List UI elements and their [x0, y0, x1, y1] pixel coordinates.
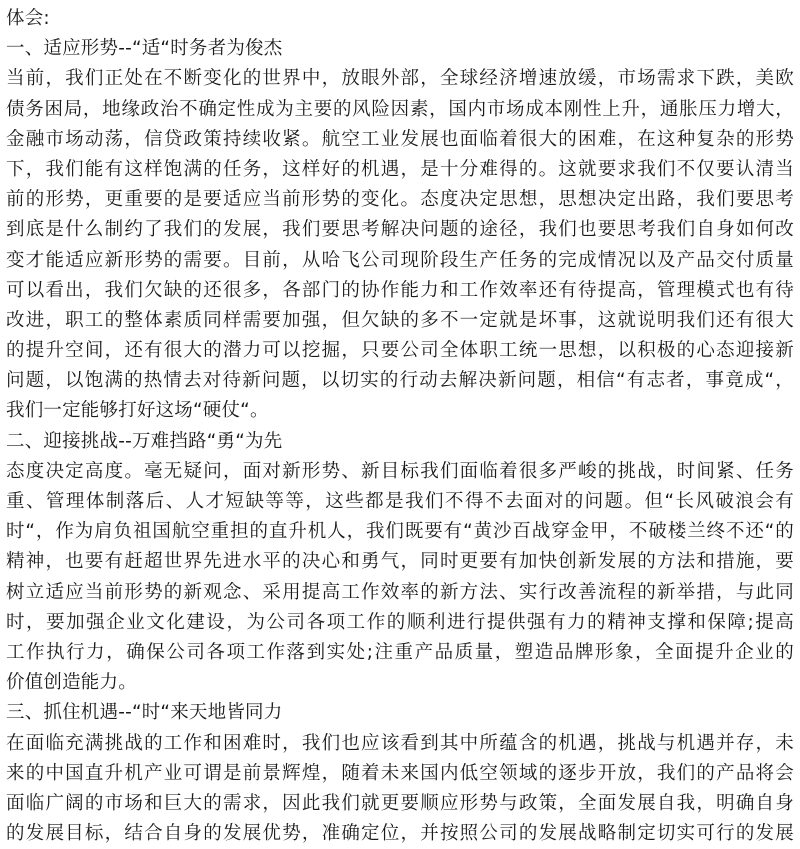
text-line: 二、迎接挑战--万难挡路“勇“为先 — [6, 430, 283, 452]
text-line: 时“，作为肩负祖国航空重担的直升机人，我们既要有“黄沙百战穿金甲，不破楼兰终不还“的 — [6, 521, 794, 543]
text-line: 下，我们能有这样饱满的任务，这样好的机遇，是十分难得的。这就要求我们不仅要认清当 — [6, 158, 794, 180]
text-line: 体会: — [6, 8, 50, 29]
text-line: 的发展目标，结合自身的发展优势，准确定位，并按照公司的发展战略制定切实可行的发展 — [6, 823, 794, 845]
text-line: 当前，我们正处在不断变化的世界中，放眼外部，全球经济增速放缓，市场需求下跌，美欧 — [6, 68, 794, 90]
text-line: 变才能适应新形势的需要。目前，从哈飞公司现阶段生产任务的完成情况以及产品交付质量 — [6, 249, 794, 271]
text-line: 到底是什么制约了我们的发展，我们要思考解决问题的途径，我们也要思考我们自身如何改 — [6, 219, 794, 241]
text-line: 的提升空间，还有很大的潜力可以挖掘，只要公司全体职工统一思想，以积极的心态迎接新 — [6, 340, 794, 362]
text-line: 前的形势，更重要的是要适应当前形势的变化。态度决定思想，思想决定出路，我们要思考 — [6, 189, 794, 211]
text-line: 改进，职工的整体素质同样需要加强，但欠缺的多不一定就是坏事，这就说明我们还有很大 — [6, 309, 794, 331]
text-line: 三、抓住机遇--“时“来天地皆同力 — [6, 702, 283, 724]
text-line: 来的中国直升机产业可谓是前景辉煌，随着未来国内低空领域的逐步开放，我们的产品将会 — [6, 762, 794, 784]
text-line: 债务困局，地缘政治不确定性成为主要的风险因素，国内市场成本刚性上升，通胀压力增大， — [6, 98, 794, 120]
text-line: 价值创造能力。 — [6, 672, 137, 694]
text-line: 时，要加强企业文化建设，为公司各项工作的顺利进行提供强有力的精神支撑和保障;提高 — [6, 611, 794, 633]
text-line: 面临广阔的市场和巨大的需求，因此我们就更要顺应形势与政策，全面发展自我，明确自身 — [6, 792, 794, 814]
text-line: 重、管理体制落后、人才短缺等等，这些都是我们不得不去面对的问题。但“长风破浪会有 — [6, 491, 794, 512]
text-line: 金融市场动荡，信贷政策持续收紧。航空工业发展也面临着很大的困难，在这种复杂的形势 — [6, 128, 794, 150]
text-line: 精神，也要有赶超世界先进水平的决心和勇气，同时更要有加快创新发展的方法和措施，要 — [6, 551, 794, 573]
text-line: 态度决定高度。毫无疑问，面对新形势、新目标我们面临着很多严峻的挑战，时间紧、任务 — [6, 460, 794, 482]
text-line: 可以看出，我们欠缺的还很多，各部门的协作能力和工作效率还有待提高，管理模式也有待 — [6, 279, 794, 301]
document-body — [6, 4, 794, 849]
text-line: 我们一定能够打好这场“硬仗“。 — [6, 400, 269, 422]
text-line: 在面临充满挑战的工作和困难时，我们也应该看到其中所蕴含的机遇，挑战与机遇并存，未 — [6, 732, 794, 754]
text-line: 树立适应当前形势的新观念、采用提高工作效率的新方法、实行改善流程的新举措，与此同 — [6, 581, 794, 603]
text-line: 工作执行力，确保公司各项工作落到实处;注重产品质量，塑造品牌形象，全面提升企业的 — [6, 641, 794, 663]
text-line: 一、适应形势--“适“时务者为俊杰 — [6, 38, 283, 60]
text-line: 问题，以饱满的热情去对待新问题，以切实的行动去解决新问题，相信“有志者，事竟成“， — [6, 370, 794, 392]
